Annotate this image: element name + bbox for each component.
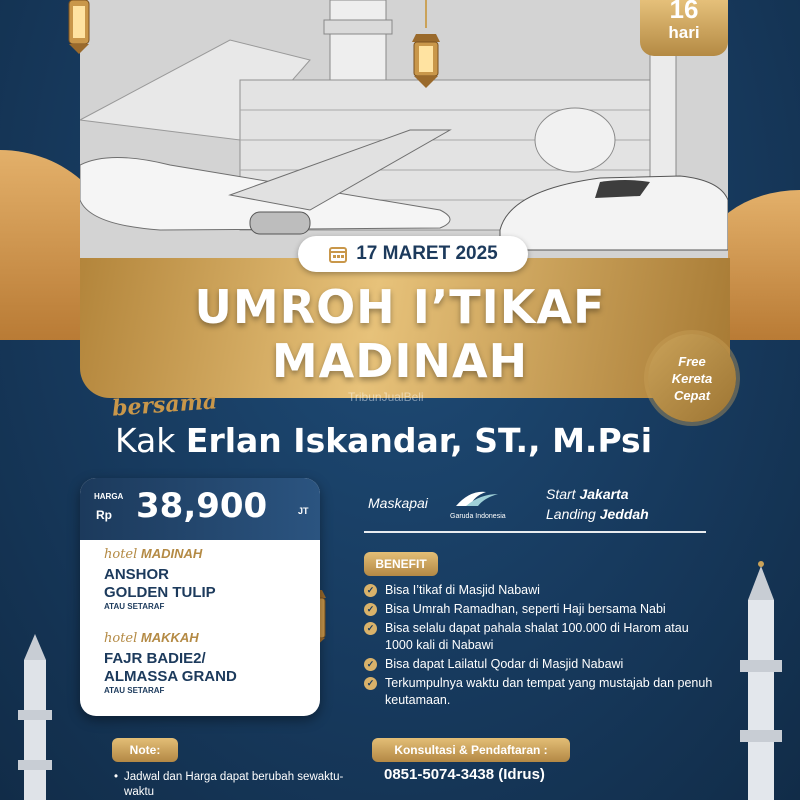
contact-heading: Konsultasi & Pendaftaran : [372,738,570,762]
hotel-block-makkah [104,630,304,695]
price-amount: 38,900 [136,486,268,526]
duration-badge [640,0,728,56]
benefit-text: Bisa selalu dapat pahala shalat 100.000 di Harom atau 1000 kali di Nabawi [385,621,689,652]
speaker-line [115,420,735,462]
benefit-list [364,582,714,709]
price-header [80,478,320,540]
hotel-name-line: FAJR BADIE2/ [104,650,206,667]
note-text: Jadwal dan Harga dapat berubah sewaktu-waktu [124,771,344,798]
seal-line-1: Free [678,353,706,369]
check-icon: ✓ [364,658,377,671]
calendar-icon [328,244,348,264]
watermark: TribunJualBeli [348,390,424,404]
hotel-city-madinah [104,546,304,562]
hotel-city-name: MAKKAH [140,630,199,645]
price-label: HARGA [94,492,124,501]
route-info [546,484,649,524]
speaker-prefix: Kak [115,421,176,460]
hotel-note: ATAU SETARAF [104,686,165,695]
event-date: 17 MARET 2025 [356,243,498,264]
note-heading: Note: [112,738,178,762]
mosque-plane-train-illustration [80,0,728,262]
check-icon: ✓ [364,584,377,597]
landing-label: Landing [546,506,596,522]
benefit-text: Terkumpulnya waktu dan tempat yang mustajab dan penuh keutamaan. [385,676,713,707]
benefit-item [364,656,714,673]
seal-line-2: Kereta [671,370,713,386]
hotel-prefix: hotel [104,547,138,562]
hero-photo [80,0,728,262]
title-line-2: MADINAH [271,334,529,388]
check-icon: ✓ [364,677,377,690]
divider [364,531,706,533]
airline-label: Maskapai [368,495,428,511]
hotel-name-line: ANSHOR [104,566,170,583]
benefit-item [364,601,714,618]
speaker-name: Erlan Iskandar, ST., M.Psi [185,421,653,460]
hotel-note: ATAU SETARAF [104,602,165,611]
lantern-top-center [408,0,444,92]
lantern-icon [64,0,94,56]
check-icon: ✓ [364,622,377,635]
hotel-block-madinah [104,546,304,611]
note-list [114,770,344,800]
title-line-1: UMROH I’TIKAF [194,280,606,334]
with-label: bersama [111,388,218,422]
hotel-city-makkah [104,630,304,646]
duration-unit: hari [668,23,700,42]
lantern-top-left [64,0,94,56]
date-pill [298,236,528,272]
hotel-name-line: ALMASSA GRAND [104,668,237,685]
contact-phone[interactable]: 0851-5074-3438 (Idrus) [384,766,545,783]
benefit-item [364,620,714,654]
start-city: Jakarta [579,486,629,502]
lantern-icon [408,28,444,90]
garuda-logo-icon [450,486,516,510]
minaret-right-icon [726,560,796,800]
airline-logo [450,486,516,522]
check-icon: ✓ [364,603,377,616]
benefit-item [364,582,714,599]
hotel-city-name: MADINAH [140,546,203,561]
free-train-seal [648,334,736,422]
benefit-text: Bisa dapat Lailatul Qodar di Masjid Nabawi [385,657,624,671]
benefit-heading: BENEFIT [364,552,438,576]
hotel-name-line: GOLDEN TULIP [104,584,216,601]
price-card [80,478,320,716]
airline-name: Garuda Indonesia [450,513,506,520]
benefit-item [364,675,714,709]
hotel-prefix: hotel [104,631,138,646]
landing-city: Jeddah [599,506,649,522]
benefit-text: Bisa Umrah Ramadhan, seperti Haji bersama Nabi [385,602,666,616]
note-item [114,770,344,800]
price-currency: Rp [96,508,112,522]
seal-line-3: Cepat [673,387,711,403]
start-label: Start [546,486,576,502]
minaret-left-icon [6,630,66,800]
price-suffix: JT [298,506,309,516]
bullet-icon: • [114,771,119,783]
benefit-text: Bisa I’tikaf di Masjid Nabawi [385,583,540,597]
duration-number: 16 [669,0,699,24]
